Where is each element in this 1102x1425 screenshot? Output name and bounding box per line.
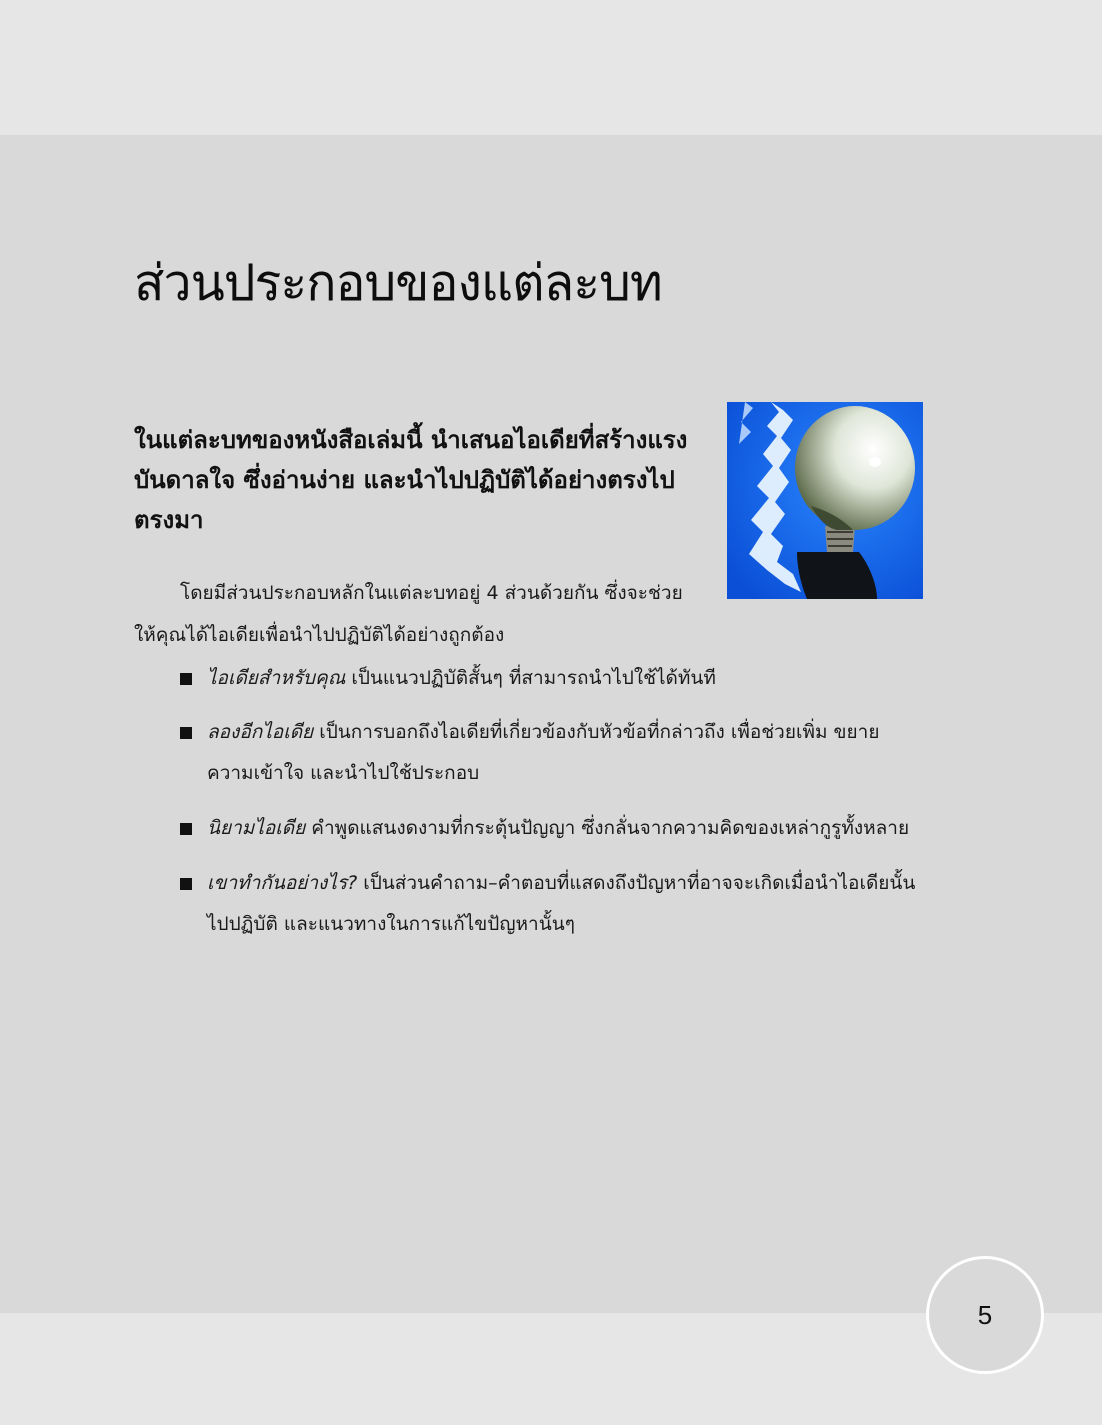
list-item-term: ลองอีกไอเดีย	[207, 721, 314, 743]
square-bullet-icon	[180, 878, 192, 890]
lightbulb-head-image	[727, 402, 923, 599]
list-item-term: ไอเดียสำหรับคุณ	[207, 667, 346, 689]
list-item	[180, 863, 922, 945]
top-margin-band	[0, 0, 1102, 135]
page-title: ส่วนประกอบของแต่ละบท	[134, 254, 662, 312]
list-item-text: คำพูดแสนงดงามที่กระตุ้นปัญญา ซึ่งกลั่นจากความคิดของเหล่ากูรูทั้งหลาย	[305, 817, 910, 839]
list-item-term: นิยามไอเดีย	[207, 817, 306, 839]
list-item-text: เป็นแนวปฏิบัติสั้นๆ ที่สามารถนำไปใช้ได้ทันที	[345, 667, 716, 689]
page-number-badge	[926, 1256, 1044, 1374]
list-item	[180, 658, 922, 699]
component-list	[180, 658, 922, 959]
list-item-text: เป็นส่วนคำถาม–คำตอบที่แสดงถึงปัญหาที่อาจจะเกิดเมื่อนำไอเดียนั้นไปปฏิบัติ และแนวทางในการแก้ไขปัญหานั้นๆ	[207, 872, 916, 935]
list-item-term: เขาทำกันอย่างไร?	[207, 872, 358, 894]
page-number: 5	[977, 1299, 993, 1330]
lightbulb-head-icon	[727, 402, 923, 599]
square-bullet-icon	[180, 673, 192, 685]
square-bullet-icon	[180, 823, 192, 835]
list-item-text: เป็นการบอกถึงไอเดียที่เกี่ยวข้องกับหัวข้อที่กล่าวถึง เพื่อช่วยเพิ่ม ขยายความเข้าใจ และนำไปใช้ประกอบ	[207, 721, 880, 784]
list-item	[180, 808, 922, 849]
intro-paragraph: ในแต่ละบทของหนังสือเล่มนี้ นำเสนอไอเดียที่สร้างแรงบันดาลใจ ซึ่งอ่านง่าย และนำไปปฏิบัติได้อย่างตรงไปตรงมา	[134, 426, 688, 534]
body-paragraph: โดยมีส่วนประกอบหลักในแต่ละบทอยู่ 4 ส่วนด้วยกัน ซึ่งจะช่วยให้คุณได้ไอเดียเพื่อนำไปปฏิบัติได้อย่างถูกต้อง	[134, 582, 683, 646]
list-item	[180, 712, 922, 794]
square-bullet-icon	[180, 727, 192, 739]
